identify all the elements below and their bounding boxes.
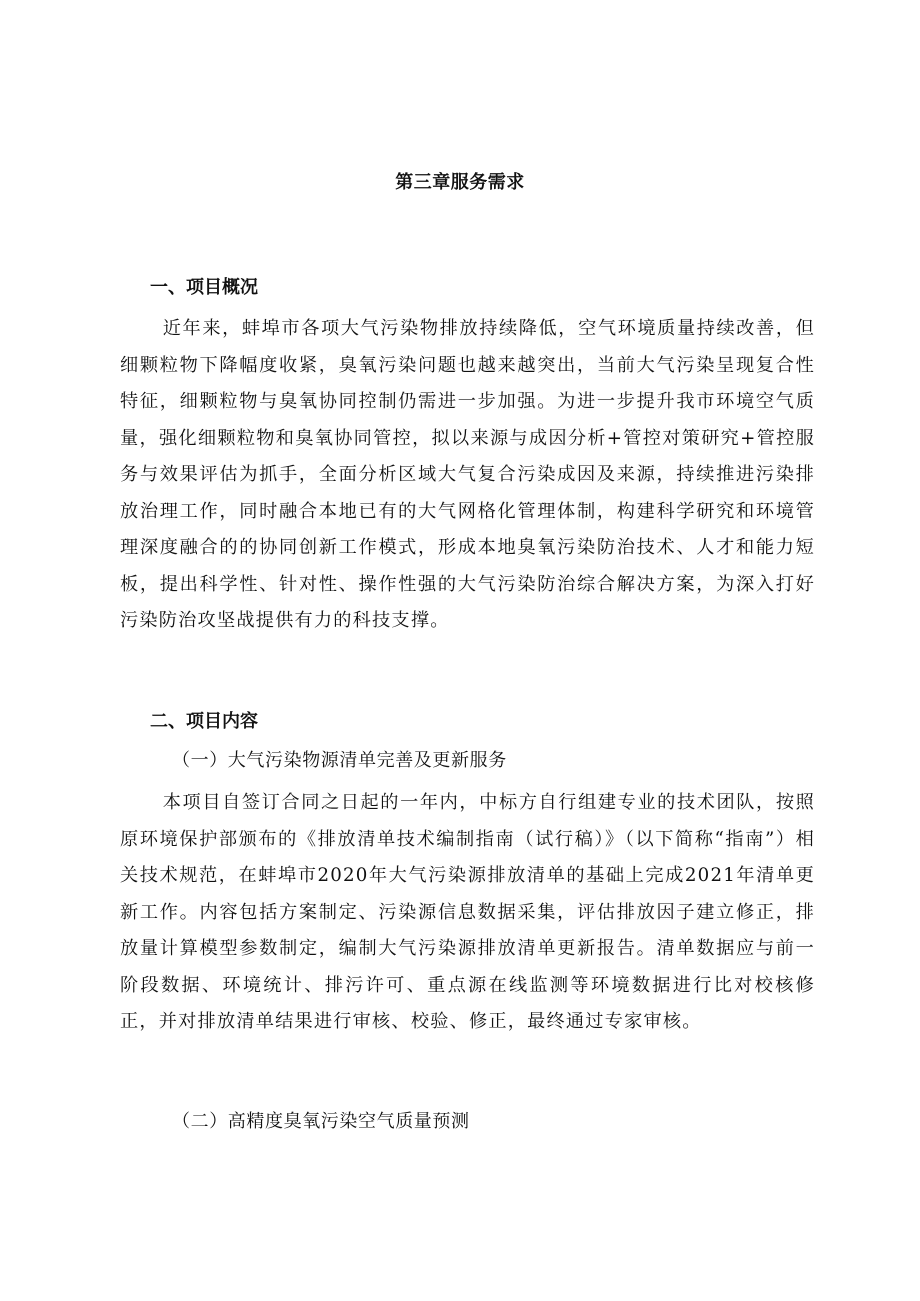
overview-paragraph: 近年来，蚌埠市各项大气污染物排放持续降低，空气环境质量持续改善，但细颗粒物下降幅度收紧，臭氧污染问题也越来越突出，当前大气污染呈现复合性特征，细颗粒物与臭氧协同控制仍需进一步加强。为进一步提升我市环境空气质量，强化细颗粒物和臭氧协同管控，拟以来源与成因分析+管控对策研究+管控服务与效果评估为抓手，全面分析区域大气复合污染成因及来源，持续推进污染排放治理工作，同时融合本地已有的大气网格化管理体制，构建科学研究和环境管理深度融合的的协同创新工作模式，形成本地臭氧污染防治技术、人才和能力短板，提出科学性、针对性、操作性强的大气污染防治综合解决方案，为深入打好污染防治攻坚战提供有力的科技支撑。	[120, 318, 815, 631]
emission-inventory-paragraph: 本项目自签订合同之日起的一年内，中标方自行组建专业的技术团队，按照原环境保护部颁布的《排放清单技术编制指南（试行稿）》（以下简称“指南”）相关技术规范，在蚌埠市2020年大气污染源排放清单的基础上完成2021年清单更新工作。内容包括方案制定、污染源信息数据采集，评估排放因子建立修正，排放量计算模型参数制定，编制大气污染源排放清单更新报告。清单数据应与前一阶段数据、环境统计、排污许可、重点源在线监测等环境数据进行比对校核修正，并对排放清单结果进行审核、校验、修正，最终通过专家审核。	[120, 792, 815, 1032]
subsection-heading-emission-inventory: （一）大气污染物源清单完善及更新服务	[172, 750, 507, 771]
chapter-title: 第三章服务需求	[395, 172, 525, 193]
subsection-heading-ozone-forecast: （二）高精度臭氧污染空气质量预测	[172, 1111, 470, 1132]
section-heading-content: 二、项目内容	[150, 711, 258, 732]
section-heading-overview: 一、项目概况	[150, 277, 258, 298]
